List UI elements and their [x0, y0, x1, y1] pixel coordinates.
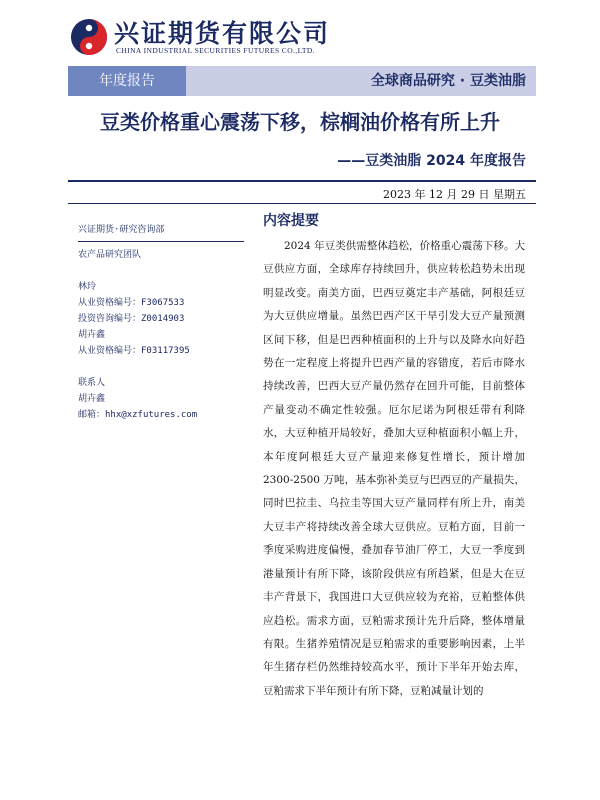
- contact-email: [78, 407, 248, 423]
- report-category: 全球商品研究 · 豆类油脂: [370, 73, 526, 89]
- analyst-name: 林玲: [78, 282, 97, 292]
- sidebar-divider: [78, 241, 244, 242]
- cert-label: 从业资格编号：: [78, 346, 142, 356]
- report-subtitle: ——豆类油脂 2024 年度报告: [337, 153, 526, 169]
- email-label: 邮箱：: [78, 410, 106, 420]
- report-title: 豆类价格重心震荡下移，棕榈油价格有所上升: [100, 110, 500, 134]
- sidebar-team: 农产品研究团队: [78, 250, 142, 260]
- analyst-cert: [78, 295, 248, 311]
- report-date: 2023 年 12 月 29 日 星期五: [383, 188, 526, 201]
- cert-label: 从业资格编号：: [78, 298, 142, 308]
- contact-label: 联系人: [78, 378, 106, 388]
- summary-paragraph: 2024 年豆类供需整体趋松，价格重心震荡下移。大豆供应方面，全球库存持续回升，供应转松趋势未出现明显改变。南美方面，巴西豆奠定丰产基础，阿根廷豆为大豆供应增量。虽然巴西产区干旱引发大豆产量预测区间下移，但是巴西种植面积的上升与以及降水向好趋势在一定程度上将提升巴西产量的容错度，若后市降水持续改善，巴西大豆产量仍然存在回升可能，目前整体产量变动不确定性较强。厄尔尼诺为阿根廷带有利降水，大豆种植开局较好，叠加大豆种植面积小幅上升，本年度阿根廷大豆产量迎来修复性增长，预计增加 2300-2500 万吨，基本弥补美豆与巴西豆的产量损失，同时巴拉圭、乌拉圭等国大豆产量同样有所上升，南美大豆丰产将持续改善全球大豆供应。豆粕方面，目前一季度采购进度偏慢，叠加春节油厂停工，大豆一季度到港量预计有所下降，该阶段供应有所趋紧，但是大在豆丰产背景下，我国进口大豆供应较为充裕，豆粕整体供应趋松。需求方面，豆粕需求预计先升后降，整体增量有限。生猪养殖情况是豆粕需求的重要影响因素，上半年生猪存栏仍然维持较高水平，预计下半年开始去库，豆粕需求下半年预计有所下降，豆粕减量计划的: [263, 240, 525, 697]
- contact-name: 胡卉鑫: [78, 394, 106, 404]
- advisory-number: Z0014903: [141, 314, 185, 324]
- company-logo-icon: [70, 18, 108, 56]
- company-name-en: CHINA INDUSTRIAL SECURITIES FUTURES CO.,LTD.: [116, 46, 315, 55]
- analyst-name: 胡卉鑫: [78, 330, 106, 340]
- sidebar: [78, 222, 248, 423]
- report-type-label: 年度报告: [68, 66, 186, 96]
- email-link[interactable]: hhx@xzfutures.com: [105, 410, 198, 420]
- cert-number: F3067533: [141, 298, 185, 308]
- header-band: [68, 66, 536, 96]
- company-name: 兴证期货有限公司: [114, 19, 331, 48]
- divider-bottom: [68, 203, 536, 204]
- advisory-label: 投资咨询编号：: [78, 314, 142, 324]
- divider-top: [68, 180, 536, 182]
- analyst-advisory: [78, 311, 248, 327]
- summary-heading: 内容提要: [263, 213, 319, 229]
- company-logo: [70, 14, 370, 62]
- cert-number: F03117395: [141, 346, 190, 356]
- analyst-cert: [78, 343, 248, 359]
- sidebar-org: 兴证期货·研究咨询部: [78, 225, 165, 235]
